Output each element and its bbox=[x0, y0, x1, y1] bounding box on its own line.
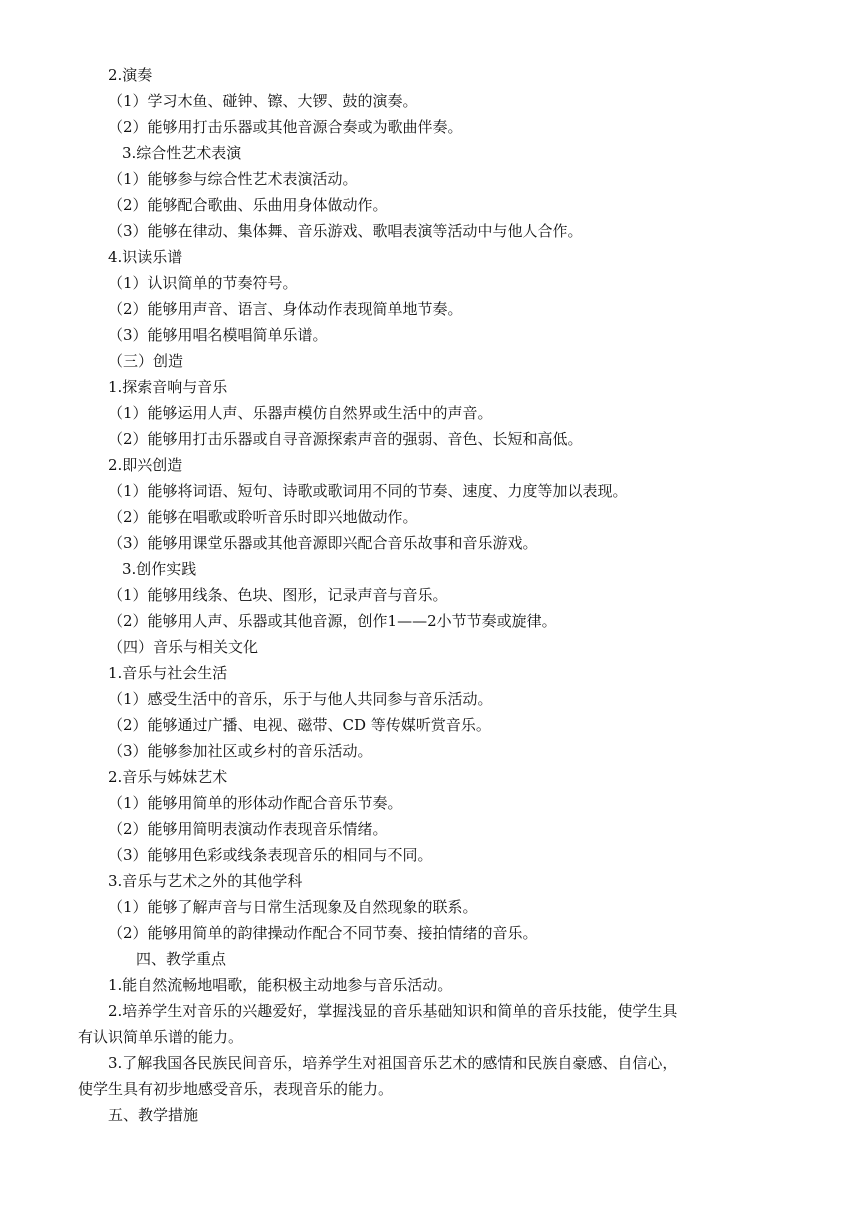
list-item: （3）能够参加社区或乡村的音乐活动。 bbox=[108, 742, 373, 760]
list-item: （2）能够配合歌曲、乐曲用身体做动作。 bbox=[108, 196, 388, 214]
focus-item-line: 使学生具有初步地感受音乐，表现音乐的能力。 bbox=[78, 1080, 394, 1098]
heading-sight-reading: 4.识读乐谱 bbox=[108, 248, 183, 266]
heading-other-disciplines: 3.音乐与艺术之外的其他学科 bbox=[108, 872, 303, 890]
heading-improvisation: 2.即兴创造 bbox=[108, 456, 183, 474]
heading-explore-sound: 1.探索音响与音乐 bbox=[108, 378, 228, 396]
list-item: （2）能够在唱歌或聆听音乐时即兴地做动作。 bbox=[108, 508, 418, 526]
list-item: （1）能够参与综合性艺术表演活动。 bbox=[108, 170, 358, 188]
list-item: （3）能够在律动、集体舞、音乐游戏、歌唱表演等活动中与他人合作。 bbox=[108, 222, 583, 240]
list-item: （1）能够将词语、短句、诗歌或歌词用不同的节奏、速度、力度等加以表现。 bbox=[108, 482, 628, 500]
list-item: （2）能够用打击乐器或其他音源合奏或为歌曲伴奏。 bbox=[108, 118, 463, 136]
list-item: （3）能够用唱名模唱简单乐谱。 bbox=[108, 326, 328, 344]
list-item: （2）能够用简单的韵律操动作配合不同节奏、接拍情绪的音乐。 bbox=[108, 924, 538, 942]
focus-item-line: 有认识简单乐谱的能力。 bbox=[78, 1028, 244, 1046]
heading-music-society: 1.音乐与社会生活 bbox=[108, 664, 228, 682]
list-item: （2）能够用声音、语言、身体动作表现简单地节奏。 bbox=[108, 300, 463, 318]
list-item: （1）学习木鱼、碰钟、镲、大锣、鼓的演奏。 bbox=[108, 92, 418, 110]
heading-creative-practice: 3.创作实践 bbox=[122, 560, 197, 578]
focus-item-line: 2.培养学生对音乐的兴趣爱好，掌握浅显的音乐基础知识和简单的音乐技能，使学生具 bbox=[108, 1002, 678, 1020]
list-item: （1）能够了解声音与日常生活现象及自然现象的联系。 bbox=[108, 898, 478, 916]
section-heading-creation: （三）创造 bbox=[108, 352, 184, 370]
focus-item-line: 3.了解我国各民族民间音乐，培养学生对祖国音乐艺术的感情和民族自豪感、自信心， bbox=[108, 1054, 678, 1072]
list-item: （2）能够通过广播、电视、磁带、CD 等传媒听赏音乐。 bbox=[108, 716, 491, 734]
focus-item: 1.能自然流畅地唱歌，能积极主动地参与音乐活动。 bbox=[108, 976, 453, 994]
section-heading-music-culture: （四）音乐与相关文化 bbox=[108, 638, 259, 656]
list-item: （1）能够用线条、色块、图形，记录声音与音乐。 bbox=[108, 586, 448, 604]
heading-comprehensive-performance: 3.综合性艺术表演 bbox=[122, 144, 242, 162]
list-item: （2）能够用简明表演动作表现音乐情绪。 bbox=[108, 820, 388, 838]
list-item: （3）能够用课堂乐器或其他音源即兴配合音乐故事和音乐游戏。 bbox=[108, 534, 538, 552]
list-item: （2）能够用人声、乐器或其他音源，创作1——2小节节奏或旋律。 bbox=[108, 612, 557, 630]
section-heading-teaching-focus: 四、教学重点 bbox=[136, 950, 227, 968]
list-item: （2）能够用打击乐器或自寻音源探索声音的强弱、音色、长短和高低。 bbox=[108, 430, 583, 448]
section-heading-teaching-measures: 五、教学措施 bbox=[108, 1106, 199, 1124]
list-item: （1）能够运用人声、乐器声模仿自然界或生活中的声音。 bbox=[108, 404, 493, 422]
heading-performance: 2.演奏 bbox=[108, 66, 153, 84]
heading-sister-arts: 2.音乐与姊妹艺术 bbox=[108, 768, 228, 786]
list-item: （3）能够用色彩或线条表现音乐的相同与不同。 bbox=[108, 846, 433, 864]
list-item: （1）能够用简单的形体动作配合音乐节奏。 bbox=[108, 794, 403, 812]
list-item: （1）认识简单的节奏符号。 bbox=[108, 274, 298, 292]
list-item: （1）感受生活中的音乐，乐于与他人共同参与音乐活动。 bbox=[108, 690, 493, 708]
